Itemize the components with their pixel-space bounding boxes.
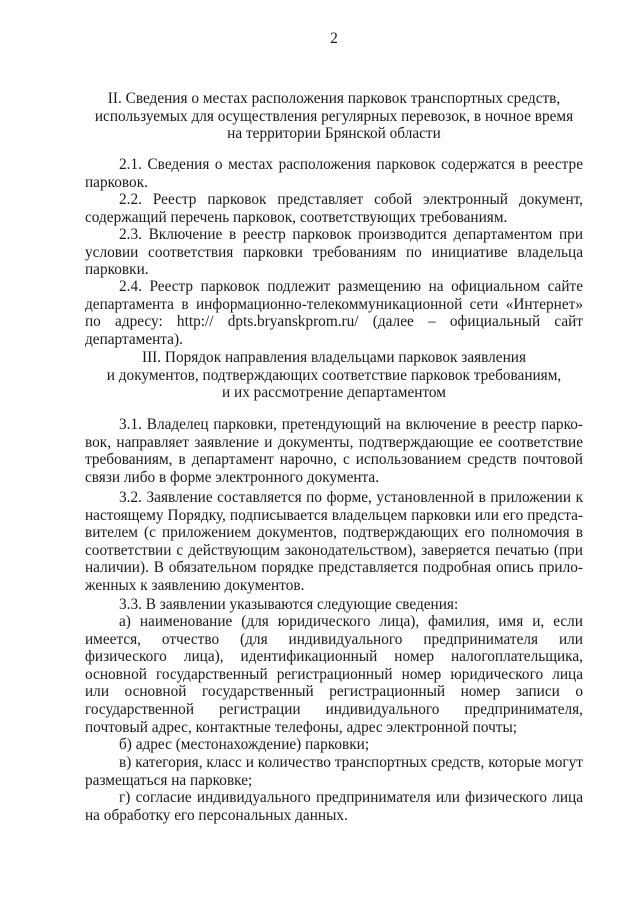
section-3-title-line: и документов, подтверждающих соответствие парковок требованиям, — [106, 366, 562, 384]
paragraph-2-4: 2.4. Реестр парковок подлежит размещению на официальном сайте департамента в информационно-телекоммуникационной сети «Интернет» по адресу: http:// dpts.bryanskprom.ru/ (далее – официальный сайт департамента). — [85, 278, 583, 348]
section-3-title-line: III. Порядок направления владельцами парковок заявления — [141, 349, 527, 366]
section-3-title — [85, 349, 583, 402]
paragraph-3-3-b: б) адрес (местонахождение) парковки; — [119, 736, 370, 753]
paragraph-2-2: 2.2. Реестр парковок представляет собой электронный документ, содержащий перечень парковок, соответствующих требованиям. — [85, 191, 583, 226]
page-number: 2 — [330, 30, 338, 47]
section-2-title-line: используемых для осуществления регулярных перевозок, в ночное время — [94, 107, 574, 125]
paragraph-3-3-v: в) категория, класс и количество транспортных средств, которые могут размещаться на парковке; — [85, 754, 583, 789]
paragraph-2-1: 2.1. Сведения о местах расположения парковок содержатся в реестре парковок. — [85, 156, 583, 191]
paragraph-3-3: 3.3. В заявлении указываются следующие сведения: — [119, 596, 459, 613]
paragraph-3-2: 3.2. Заявление составляется по форме, установленной в приложении к настоящему Порядку, подписывается владельцем парковки или его представителем (с приложением документов, подтверждающих его полномочия в соответствии с действующим законодательством), заверяется печатью (при наличии). В обязательном порядке представляется подробная опись приложенных к заявлению документов. — [85, 489, 583, 594]
paragraph-3-3-g: г) согласие индивидуального предпринимателя или физического лица на обработку его персональных данных. — [85, 789, 583, 824]
section-2-title-line: II. Сведения о местах расположения парковок транспортных средств, — [107, 90, 561, 107]
section-3-title-line: и их рассмотрение департаментом — [222, 384, 446, 402]
paragraph-2-3: 2.3. Включение в реестр парковок производится департаментом при условии соответствия парковки требованиям по инициативе владельца парковки. — [85, 226, 583, 279]
section-2-title-line: на территории Брянской области — [227, 125, 441, 143]
section-2-title — [85, 90, 583, 143]
paragraph-3-1: 3.1. Владелец парковки, претендующий на включение в реестр парковок, направляет заявление и документы, подтверждающие ее соответствие требованиям, в департамент нарочно, с использованием средств почтовой связи либо в форме электронного документа. — [85, 416, 583, 486]
paragraph-3-3-a: а) наименование (для юридического лица), фамилия, имя и, если имеется, отчество (для индивидуального предпринимателя или физического лица), идентификационный номер налогоплательщика, основной государственный регистрационный номер юридического лица или основной государственный регистрационный номер записи о государственной регистрации индивидуального предпринимателя, почтовый адрес, контактные телефоны, адрес электронной почты; — [85, 613, 583, 736]
